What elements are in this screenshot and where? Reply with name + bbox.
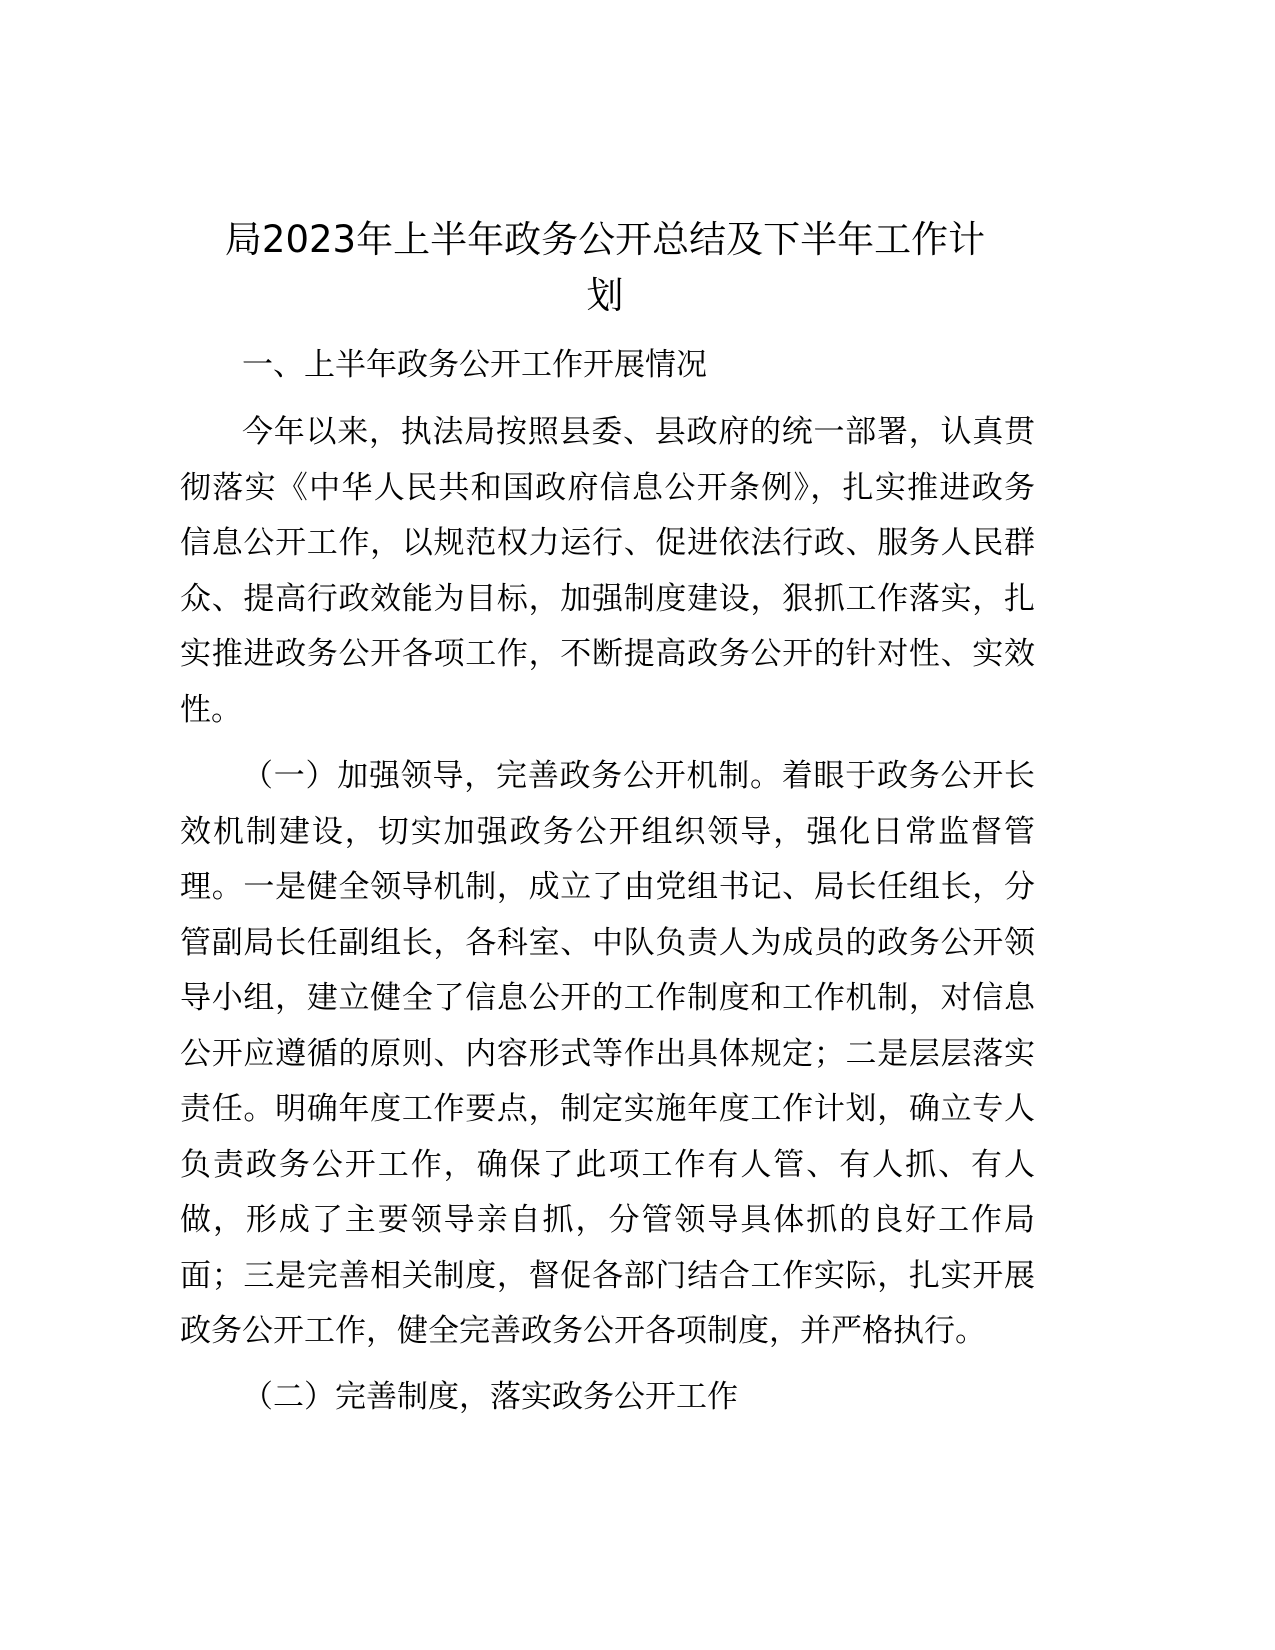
document-title (170, 212, 1040, 324)
section-heading-2 (180, 1370, 1035, 1426)
paragraph-line: 做，形成了主要领导亲自抓，分管领导具体抓的良好工作局 (180, 1202, 1035, 1238)
paragraph-line: 信息公开工作，以规范权力运行、促进依法行政、服务人民群 (180, 525, 1035, 561)
paragraph-1 (180, 405, 1035, 738)
paragraph-line: 性。 (180, 691, 242, 728)
paragraph-line: 公开应遵循的原则、内容形式等作出具体规定；二是层层落实 (180, 1035, 1035, 1072)
paragraph-line: 导小组，建立健全了信息公开的工作制度和工作机制，对信息 (180, 980, 1035, 1016)
paragraph-line: 今年以来，执法局按照县委、县政府的统一部署，认真贯 (242, 414, 1035, 450)
heading-text: （二）完善制度，落实政务公开工作 (242, 1379, 738, 1415)
heading-text: 一、上半年政务公开工作开展情况 (242, 347, 707, 383)
paragraph-line: 效机制建设，切实加强政务公开组织领导，强化日常监督管 (180, 813, 1035, 850)
paragraph-line: 实推进政务公开各项工作，不断提高政务公开的针对性、实效 (180, 636, 1035, 672)
paragraph-line: 众、提高行政效能为目标，加强制度建设，狠抓工作落实，扎 (180, 580, 1035, 617)
paragraph-line: 政务公开工作，健全完善政务公开各项制度，并严格执行。 (180, 1313, 986, 1349)
paragraph-2 (180, 749, 1035, 1360)
paragraph-line: 彻落实《中华人民共和国政府信息公开条例》，扎实推进政务 (180, 469, 1035, 506)
paragraph-line: 理。一是健全领导机制，成立了由党组书记、局长任组长，分 (180, 869, 1035, 905)
paragraph-line: 负责政务公开工作，确保了此项工作有人管、有人抓、有人 (180, 1146, 1035, 1183)
paragraph-line: 面；三是完善相关制度，督促各部门结合工作实际，扎实开展 (180, 1257, 1035, 1294)
paragraph-line: 责任。明确年度工作要点，制定实施年度工作计划，确立专人 (180, 1091, 1035, 1127)
paragraph-line: 管副局长任副组长，各科室、中队负责人为成员的政务公开领 (180, 924, 1035, 961)
paragraph-line: （一）加强领导，完善政务公开机制。着眼于政务公开长 (242, 758, 1035, 794)
title-line: 局2023年上半年政务公开总结及下半年工作计 (224, 218, 986, 261)
section-heading-1 (180, 338, 1035, 394)
title-line: 划 (586, 274, 624, 317)
